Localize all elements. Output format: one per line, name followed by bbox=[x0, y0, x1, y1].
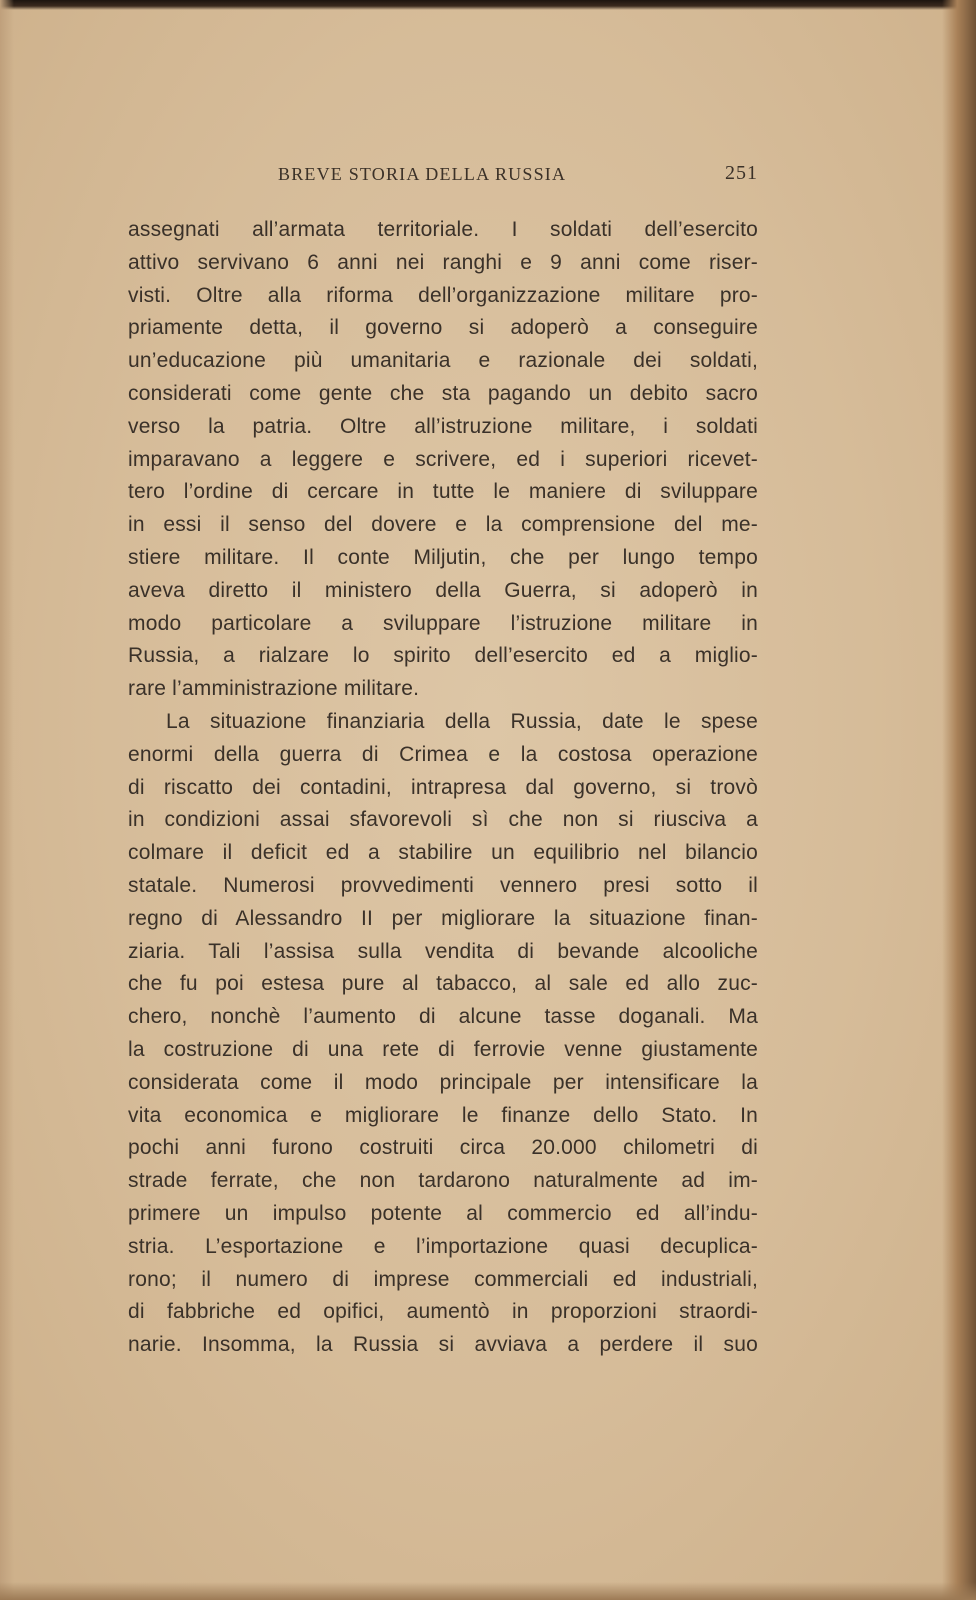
text-line: pochi anni furono costruiti circa 20.000 chilometri di bbox=[128, 1136, 758, 1160]
text-line: imparavano a leggere e scrivere, ed i superiori ricevet- bbox=[128, 447, 758, 471]
text-line: statale. Numerosi provvedimenti vennero presi sotto il bbox=[128, 873, 758, 897]
page-edge-right bbox=[942, 0, 976, 1600]
page-number: 251 bbox=[725, 162, 758, 184]
text-line: regno di Alessandro II per migliorare la situazione finan- bbox=[128, 906, 758, 930]
text-line: rare l’amministrazione militare. bbox=[128, 677, 420, 701]
page-edge-bottom bbox=[0, 1582, 976, 1600]
paragraph bbox=[128, 706, 758, 1362]
page-header bbox=[130, 160, 758, 190]
text-line: vita economica e migliorare le finanze dello Stato. In bbox=[128, 1103, 758, 1127]
text-line: enormi della guerra di Crimea e la costosa operazione bbox=[128, 742, 758, 766]
text-line: in essi il senso del dovere e la comprensione del me- bbox=[128, 513, 758, 537]
text-line: strade ferrate, che non tardarono naturalmente ad im- bbox=[128, 1169, 758, 1193]
text-line: Russia, a rialzare lo spirito dell’esercito ed a miglio- bbox=[128, 644, 758, 668]
text-line: stria. L’esportazione e l’importazione quasi decuplica- bbox=[128, 1234, 758, 1258]
binding-edge-top bbox=[0, 0, 976, 10]
text-line: un’educazione più umanitaria e razionale dei soldati, bbox=[128, 349, 758, 373]
text-line: verso la patria. Oltre all’istruzione militare, i soldati bbox=[128, 414, 758, 438]
text-line: chero, nonchè l’aumento di alcune tasse doganali. Ma bbox=[128, 1005, 758, 1029]
text-line: stiere militare. Il conte Miljutin, che per lungo tempo bbox=[128, 545, 758, 569]
text-line: ziaria. Tali l’assisa sulla vendita di bevande alcooliche bbox=[128, 939, 758, 963]
text-line: tero l’ordine di cercare in tutte le maniere di sviluppare bbox=[128, 480, 758, 504]
text-line: visti. Oltre alla riforma dell’organizzazione militare pro- bbox=[128, 283, 758, 307]
text-line: primere un impulso potente al commercio ed all’indu- bbox=[128, 1201, 758, 1225]
text-line: di riscatto dei contadini, intrapresa dal governo, si trovò bbox=[128, 775, 758, 799]
text-line: di fabbriche ed opifici, aumentò in proporzioni straordi- bbox=[128, 1300, 758, 1324]
text-line: considerati come gente che sta pagando un debito sacro bbox=[128, 381, 758, 405]
text-line: rono; il numero di imprese commerciali ed industriali, bbox=[128, 1267, 758, 1291]
page-edge-left bbox=[0, 0, 14, 1600]
text-line: colmare il deficit ed a stabilire un equilibrio nel bilancio bbox=[128, 841, 758, 865]
text-line: considerata come il modo principale per intensificare la bbox=[128, 1070, 758, 1094]
paragraph bbox=[128, 214, 758, 706]
text-line: che fu poi estesa pure al tabacco, al sale ed allo zuc- bbox=[128, 972, 758, 996]
text-line: la costruzione di una rete di ferrovie venne giustamente bbox=[128, 1037, 758, 1061]
text-line: narie. Insomma, la Russia si avviava a perdere il suo bbox=[128, 1333, 758, 1357]
text-line: in condizioni assai sfavorevoli sì che non si riusciva a bbox=[128, 808, 758, 832]
text-line: La situazione finanziaria della Russia, date le spese bbox=[166, 709, 758, 733]
text-line: modo particolare a sviluppare l’istruzione militare in bbox=[128, 611, 758, 635]
running-title: BREVE STORIA DELLA RUSSIA bbox=[278, 164, 567, 184]
body-text bbox=[128, 214, 758, 1362]
text-line: aveva diretto il ministero della Guerra, si adoperò in bbox=[128, 578, 758, 602]
text-line: assegnati all’armata territoriale. I soldati dell’esercito bbox=[128, 218, 758, 241]
text-line: attivo servivano 6 anni nei ranghi e 9 anni come riser- bbox=[128, 250, 758, 274]
text-line: priamente detta, il governo si adoperò a conseguire bbox=[128, 316, 758, 340]
